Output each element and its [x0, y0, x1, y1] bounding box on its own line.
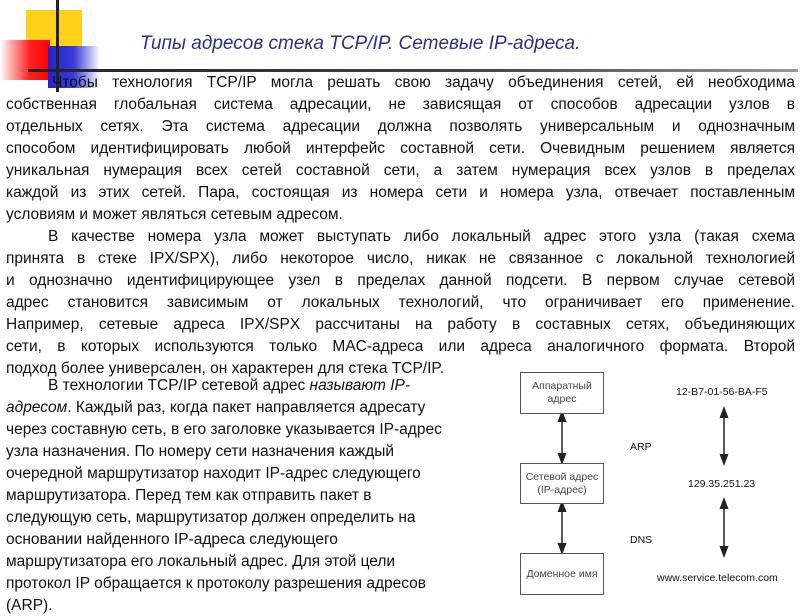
slide-title: Типы адресов стека TCP/IP. Сетевые IP-адреса. [140, 33, 581, 54]
domain-example: www.service.telecom.com [657, 572, 778, 584]
text-line: следующую сеть, маршрутизатор должен определить на [6, 509, 416, 526]
text-line: Например, сетевые адреса IPX/SPX рассчитаны на работу в составных сетях, объединяющих [6, 316, 795, 333]
emphasis: называют IP- [309, 377, 411, 394]
text-line: В качестве номера узла может выступать либо локальный адрес этого узла (такая схема [48, 228, 795, 245]
text: В технологии TCP/IP сетевой адрес [48, 377, 310, 394]
text-line: маршрутизатора. Перед тем как отправить пакет в [6, 487, 372, 504]
text-line: адрес становится зависимым от локальных технологий, что ограничивает его применение. [6, 294, 795, 311]
text-line: сети, в которых используются только MAC-адреса или адреса аналогичного формата. Второй [6, 338, 795, 355]
text-line: каждой из этих сетей. Пара, состоящая из номера сети и номера узла, отвечает поставленным [6, 184, 795, 201]
emphasis: адресом [6, 399, 68, 416]
text-line: подход более универсален, он характерен для стека TCP/IP. [6, 360, 445, 377]
mac-example: 12-B7-01-56-BA-F5 [676, 386, 768, 398]
text-line: отдельных сетях. Эта система адресации должна позволять универсальным и однозначным [6, 118, 795, 135]
text-line: маршрутизатора его локальный адрес. Для этой цели [6, 553, 396, 570]
text-line: узла назначения. По номеру сети назначения каждый [6, 443, 394, 460]
hardware-address-box: Аппаратный адрес [520, 372, 604, 414]
text-line: условиям и может являться сетевым адресом. [6, 206, 343, 223]
text-line: принята в стеке IPX/SPX), либо некоторое число, никак не связанное с локальной технологией [6, 250, 795, 267]
text-line: и однозначно идентифицирующее узел в пределах данной подсети. В первом случае сетевой [6, 272, 795, 289]
domain-name-box: Доменное имя [520, 553, 604, 595]
text-line: Чтобы технология TCP/IP могла решать свою задачу объединения сетей, ей необходима [52, 74, 795, 91]
text-line: через составную сеть, в его заголовке указывается IP-адрес [6, 421, 442, 438]
text: . Каждый раз, когда пакет направляется адресату [67, 399, 426, 416]
text-line: протокол IP обращается к протоколу разрешения адресов [6, 575, 427, 592]
text-line: уникальная нумерация всех сетей составной сети, а затем нумерация всех узлов в пределах [6, 162, 795, 179]
arp-label: ARP [630, 441, 652, 453]
text-line: собственная глобальная система адресации, не зависящая от способов адресации узлов в [6, 96, 795, 113]
ip-example: 129.35.251.23 [688, 478, 756, 490]
text-line: способом идентифицировать любой интерфейс составной сети. Очевидным решением является [6, 140, 795, 157]
text-line: (ARP). [6, 597, 53, 614]
dns-label: DNS [630, 534, 653, 546]
network-address-box: Сетевой адрес (IP-адрес) [520, 463, 604, 504]
text-line: основании найденного IP-адреса следующего [6, 531, 338, 548]
text-line: очередной маршрутизатор находит IP-адрес следующего [6, 465, 421, 482]
